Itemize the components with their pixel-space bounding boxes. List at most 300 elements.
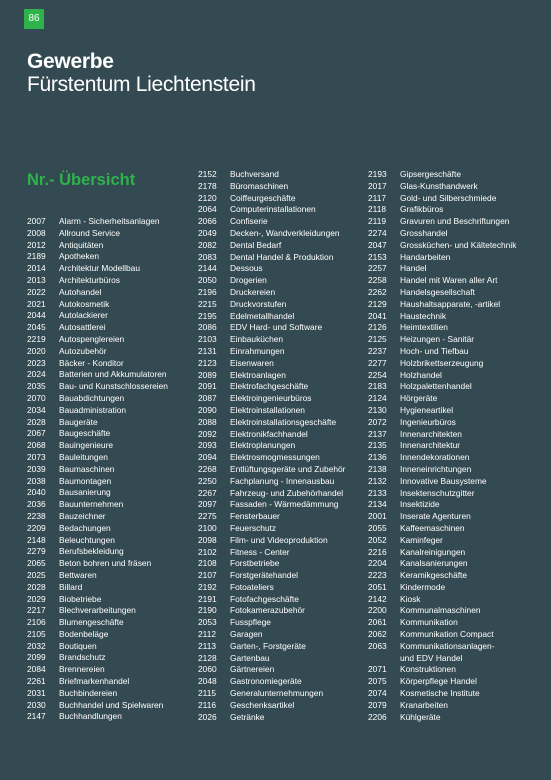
entry-code: 2132 [368, 475, 387, 486]
entry-name: Garagen [230, 629, 263, 640]
list-item [368, 676, 516, 688]
entry-code: 2021 [27, 298, 46, 309]
list-item [198, 476, 345, 488]
entry-name: Fensterbauer [230, 511, 280, 522]
entry-name: Gold- und Silberschmiede [400, 192, 497, 203]
entry-name: Gartenbau [230, 652, 270, 663]
entry-name: Glas-Kunsthandwerk [400, 180, 478, 191]
entry-name: Einrahmungen [230, 345, 285, 356]
entry-name: Architekturbüros [59, 274, 120, 285]
list-item [27, 417, 168, 429]
list-item [27, 652, 168, 664]
entry-code: 2089 [198, 369, 217, 380]
entry-code: 2079 [368, 699, 387, 710]
entry-code: 2029 [27, 593, 46, 604]
list-item [368, 570, 516, 582]
list-item [368, 440, 516, 452]
entry-name: Fusspflege [230, 617, 271, 628]
entry-name: Autozubehör [59, 345, 107, 356]
list-item [27, 605, 168, 617]
entry-code: 2055 [368, 522, 387, 533]
list-item [368, 228, 516, 240]
list-item [198, 334, 345, 346]
entry-code: 2216 [368, 546, 387, 557]
list-item [368, 700, 516, 712]
entry-name: Büromaschinen [230, 180, 289, 191]
entry-code: 2013 [27, 274, 46, 285]
index-column-3 [368, 169, 516, 723]
entry-name: Heimtextilien [400, 322, 448, 333]
entry-name: Holzpalettenhandel [400, 381, 472, 392]
entry-name: Fotofachgeschäfte [230, 593, 299, 604]
entry-name: Dessous [230, 263, 263, 274]
entry-name: Kommunikationsanlagen- [400, 640, 495, 651]
list-item [198, 381, 345, 393]
list-item [368, 252, 516, 264]
list-item [368, 204, 516, 216]
entry-name: Autolackierer [59, 310, 108, 321]
list-item [368, 558, 516, 570]
entry-code: 2061 [368, 617, 387, 628]
entry-name: Fassaden - Wärmedämmung [230, 499, 339, 510]
list-item [198, 405, 345, 417]
entry-code: 2191 [198, 593, 217, 604]
entry-code: 2012 [27, 239, 46, 250]
list-item [198, 275, 345, 287]
entry-code: 2108 [198, 558, 217, 569]
entry-code: 2134 [368, 499, 387, 510]
entry-code: 2049 [198, 227, 217, 238]
entry-code: 2135 [368, 440, 387, 451]
entry-code: 2131 [198, 345, 217, 356]
entry-name: Baumontagen [59, 475, 112, 486]
entry-code: 2189 [27, 251, 46, 262]
entry-code: 2192 [198, 581, 217, 592]
list-item [368, 322, 516, 334]
list-item [27, 688, 168, 700]
entry-name: Buchhandel und Spielwaren [59, 699, 164, 710]
entry-name: Fotokamerazubehör [230, 605, 305, 616]
entry-code: 2193 [368, 169, 387, 179]
entry-code: 2087 [198, 393, 217, 404]
list-item [198, 582, 345, 594]
entry-code: 2090 [198, 404, 217, 415]
list-item [27, 240, 168, 252]
list-item [198, 240, 345, 252]
entry-code: 2068 [27, 440, 46, 451]
entry-code: 2116 [198, 699, 217, 710]
list-item [368, 535, 516, 547]
list-item [368, 605, 516, 617]
entry-code: 2047 [368, 239, 387, 250]
list-item [368, 452, 516, 464]
entry-name: Kiosk [400, 593, 421, 604]
page-subtitle: Fürstentum Liechtenstein [27, 73, 256, 96]
list-item [368, 499, 516, 511]
entry-name: Bauleitungen [59, 451, 108, 462]
entry-name: Forstbetriebe [230, 558, 280, 569]
list-item [27, 251, 168, 263]
entry-code: 2074 [368, 688, 387, 699]
entry-name: Inserate Agenturen [400, 511, 471, 522]
entry-code: 2099 [27, 652, 46, 663]
entry-name: Holzhandel [400, 369, 442, 380]
list-item [198, 511, 345, 523]
list-item [198, 653, 345, 665]
entry-name: Heizungen - Sanitär [400, 334, 475, 345]
list-item [198, 429, 345, 441]
entry-code: 2092 [198, 428, 217, 439]
entry-name: Generalunternehmungen [230, 688, 324, 699]
entry-name: Bauzeichner [59, 510, 106, 521]
entry-name: Blechverarbeitungen [59, 605, 136, 616]
entry-name: Kaffeemaschinen [400, 522, 465, 533]
entry-code: 2082 [198, 239, 217, 250]
list-item [198, 193, 345, 205]
list-item [27, 381, 168, 393]
list-item [368, 381, 516, 393]
entry-code: 2274 [368, 227, 387, 238]
list-item [368, 464, 516, 476]
list-item [27, 358, 168, 370]
entry-code: 2067 [27, 428, 46, 439]
entry-name: Edelmetallhandel [230, 310, 295, 321]
entry-name: Allround Service [59, 227, 120, 238]
entry-code: 2034 [27, 404, 46, 415]
list-item [368, 334, 516, 346]
list-item [27, 676, 168, 688]
list-item [368, 664, 516, 676]
list-item [198, 252, 345, 264]
entry-name: Decken-, Wandverkleidungen [230, 227, 340, 238]
entry-name: Geschenksartikel [230, 699, 295, 710]
entry-name: Dental Bedarf [230, 239, 282, 250]
list-item [368, 476, 516, 488]
list-item [198, 700, 345, 712]
entry-code: 2195 [198, 310, 217, 321]
entry-name: Gipsergeschäfte [400, 169, 461, 179]
list-item [198, 688, 345, 700]
list-item [198, 169, 345, 181]
list-item [198, 570, 345, 582]
entry-code: 2126 [368, 322, 387, 333]
entry-code: 2007 [27, 216, 46, 226]
list-item [368, 346, 516, 358]
entry-name: Brennereien [59, 664, 105, 675]
entry-name: Autospenglereien [59, 333, 125, 344]
entry-name: Billard [59, 581, 83, 592]
entry-name: Elektroplanungen [230, 440, 296, 451]
entry-code: 2206 [368, 711, 387, 722]
entry-name: Fachplanung - Innenausbau [230, 475, 335, 486]
entry-name: Elektroinstallationen [230, 404, 305, 415]
entry-code: 2023 [27, 357, 46, 368]
entry-code: 2073 [27, 451, 46, 462]
entry-code: 2028 [27, 581, 46, 592]
list-item [368, 523, 516, 535]
entry-code: 2119 [368, 216, 387, 227]
entry-code: 2091 [198, 381, 217, 392]
entry-code: 2147 [27, 711, 46, 722]
entry-name: Keramikgeschäfte [400, 570, 468, 581]
list-item [27, 629, 168, 641]
entry-code: 2153 [368, 251, 387, 262]
entry-code: 2130 [368, 404, 387, 415]
list-item [198, 204, 345, 216]
entry-name: Buchhandlungen [59, 711, 122, 722]
entry-code: 2105 [27, 628, 46, 639]
index-column-2 [198, 169, 345, 723]
list-item [368, 582, 516, 594]
entry-name: Bau- und Kunstschlossereien [59, 381, 168, 392]
entry-name: Autokosmetik [59, 298, 110, 309]
list-item [198, 299, 345, 311]
list-item [198, 712, 345, 724]
entry-code: 2124 [368, 393, 387, 404]
entry-name: Kommunikation Compact [400, 629, 494, 640]
entry-code: 2254 [368, 369, 387, 380]
entry-code: 2261 [27, 676, 46, 687]
list-item [198, 523, 345, 535]
entry-code: 2209 [27, 522, 46, 533]
entry-name: Buchversand [230, 169, 279, 179]
entry-name: Film- und Videoproduktion [230, 534, 328, 545]
list-item [198, 488, 345, 500]
list-item [198, 664, 345, 676]
entry-code: 2238 [27, 510, 46, 521]
entry-name: Bauadministration [59, 404, 127, 415]
entry-name: Handelsgesellschaft [400, 286, 475, 297]
list-item [368, 358, 516, 370]
entry-name: Ingenieurbüros [400, 416, 456, 427]
list-item [27, 570, 168, 582]
list-item [27, 594, 168, 606]
list-item [368, 712, 516, 724]
entry-name: Beton bohren und fräsen [59, 558, 152, 569]
list-item [27, 263, 168, 275]
entry-code: 2084 [27, 664, 46, 675]
entry-name: Kosmetische Institute [400, 688, 480, 699]
list-item [368, 653, 516, 665]
entry-name: Berufsbekleidung [59, 546, 124, 557]
list-item [198, 311, 345, 323]
entry-name: Kühlgeräte [400, 711, 441, 722]
list-item [368, 511, 516, 523]
page-number: 86 [24, 9, 44, 29]
entry-name: Forstgerätehandel [230, 570, 298, 581]
entry-name: Biobetriebe [59, 593, 102, 604]
entry-name: Fotoateliers [230, 581, 274, 592]
entry-name: Holzbrikettserzeugung [400, 357, 484, 368]
list-item [368, 299, 516, 311]
list-item [27, 476, 168, 488]
section-title: Nr.- Übersicht [27, 171, 136, 189]
list-item [368, 370, 516, 382]
list-item [198, 535, 345, 547]
list-item [198, 228, 345, 240]
entry-code: 2190 [198, 605, 217, 616]
entry-name: Elektroingenieurbüros [230, 393, 312, 404]
entry-name: Druckvorstufen [230, 298, 287, 309]
entry-code: 2142 [368, 593, 387, 604]
list-item [27, 369, 168, 381]
entry-name: Garten-, Forstgeräte [230, 640, 306, 651]
list-item [27, 617, 168, 629]
entry-code: 2001 [368, 511, 387, 522]
entry-code: 2044 [27, 310, 46, 321]
entry-code: 2133 [368, 487, 387, 498]
entry-code: 2219 [27, 333, 46, 344]
entry-name: Hörgeräte [400, 393, 438, 404]
entry-code: 2152 [198, 169, 217, 179]
entry-code: 2128 [198, 652, 217, 663]
list-item [368, 181, 516, 193]
entry-code: 2279 [27, 546, 46, 557]
entry-code: 2014 [27, 263, 46, 274]
list-item [27, 558, 168, 570]
entry-name: Haushaltsapparate, -artikel [400, 298, 501, 309]
entry-code: 2065 [27, 558, 46, 569]
list-item [198, 629, 345, 641]
entry-code: 2107 [198, 570, 217, 581]
list-item [198, 464, 345, 476]
entry-name: Confiserie [230, 216, 268, 227]
list-item [27, 464, 168, 476]
list-item [368, 169, 516, 181]
entry-code: 2024 [27, 369, 46, 380]
list-item [27, 523, 168, 535]
list-item [27, 546, 168, 558]
list-item [198, 393, 345, 405]
entry-name: Fahrzeug- und Zubehörhandel [230, 487, 344, 498]
entry-code: 2066 [198, 216, 217, 227]
entry-code: 2028 [27, 416, 46, 427]
entry-code: 2136 [368, 452, 387, 463]
entry-name: Computerinstallationen [230, 204, 316, 215]
list-item [27, 275, 168, 287]
entry-code: 2100 [198, 522, 217, 533]
list-item [27, 310, 168, 322]
entry-code: 2041 [368, 310, 387, 321]
entry-name: Autohandel [59, 286, 102, 297]
entry-code: 2083 [198, 251, 217, 262]
list-item [198, 594, 345, 606]
page-title: Gewerbe [27, 50, 114, 73]
list-item [198, 417, 345, 429]
entry-code: 2097 [198, 499, 217, 510]
entry-name: Handel [400, 263, 427, 274]
index-column-1 [27, 216, 168, 723]
list-item [27, 700, 168, 712]
list-item [368, 311, 516, 323]
list-item [368, 275, 516, 287]
list-item [27, 535, 168, 547]
entry-name: Innendekorationen [400, 452, 470, 463]
entry-name: Insektizide [400, 499, 440, 510]
list-item [27, 299, 168, 311]
entry-name: Innenarchitektur [400, 440, 461, 451]
entry-name: Kranarbeiten [400, 699, 448, 710]
list-item [27, 287, 168, 299]
list-item [27, 664, 168, 676]
list-item [27, 393, 168, 405]
entry-code: 2223 [368, 570, 387, 581]
entry-name: Kommunikation [400, 617, 458, 628]
entry-name: Inneneinrichtungen [400, 463, 472, 474]
entry-name: Bausanierung [59, 487, 111, 498]
list-item [368, 641, 516, 653]
entry-name: Handel mit Waren aller Art [400, 275, 498, 286]
entry-name: Innenarchitekten [400, 428, 462, 439]
entry-code: 2071 [368, 664, 387, 675]
list-item [368, 688, 516, 700]
list-item [27, 405, 168, 417]
entry-name: Apotheken [59, 251, 100, 262]
list-item [27, 487, 168, 499]
entry-code: 2030 [27, 699, 46, 710]
list-item [27, 452, 168, 464]
entry-code: 2250 [198, 475, 217, 486]
entry-code: 2120 [198, 192, 217, 203]
entry-code: 2129 [368, 298, 387, 309]
entry-code: 2053 [198, 617, 217, 628]
entry-code: 2070 [27, 392, 46, 403]
entry-name: Antiquitäten [59, 239, 104, 250]
entry-name: Buchbindereien [59, 687, 118, 698]
entry-name: Coiffeurgeschäfte [230, 192, 296, 203]
entry-code: 2237 [368, 345, 387, 356]
entry-code: 2103 [198, 334, 217, 345]
entry-code: 2036 [27, 499, 46, 510]
entry-code: 2178 [198, 180, 217, 191]
list-item [198, 216, 345, 228]
entry-name: Bauunternehmen [59, 499, 124, 510]
list-item [368, 405, 516, 417]
entry-code: 2106 [27, 617, 46, 628]
list-item [368, 393, 516, 405]
entry-name: Entlüftungsgeräte und Zubehör [230, 463, 346, 474]
entry-name: Briefmarkenhandel [59, 676, 130, 687]
entry-code: 2144 [198, 263, 217, 274]
entry-name: Bauingenieure [59, 440, 114, 451]
entry-code: 2008 [27, 227, 46, 238]
entry-name: Feuerschutz [230, 522, 277, 533]
entry-code: 2045 [27, 322, 46, 333]
list-item [198, 547, 345, 559]
entry-code: 2020 [27, 345, 46, 356]
entry-name: Eisenwaren [230, 357, 274, 368]
entry-name: Dental Handel & Produktion [230, 251, 334, 262]
entry-name: Handarbeiten [400, 251, 451, 262]
entry-code: 2118 [368, 204, 387, 215]
entry-code: 2026 [198, 711, 217, 722]
list-item [27, 511, 168, 523]
entry-code: 2032 [27, 640, 46, 651]
entry-name: Kaminfeger [400, 534, 443, 545]
entry-code: 2125 [368, 334, 387, 345]
entry-name: Druckereien [230, 286, 276, 297]
entry-name: Baugeschäfte [59, 428, 111, 439]
entry-name: Grafikbüros [400, 204, 444, 215]
list-item [198, 558, 345, 570]
entry-name: Getränke [230, 711, 265, 722]
entry-name: Gastronomiegeräte [230, 676, 302, 687]
entry-name: Bedachungen [59, 522, 111, 533]
list-item [198, 617, 345, 629]
list-item [198, 370, 345, 382]
entry-code: 2258 [368, 275, 387, 286]
entry-name: Elektrosmogmessungen [230, 452, 320, 463]
